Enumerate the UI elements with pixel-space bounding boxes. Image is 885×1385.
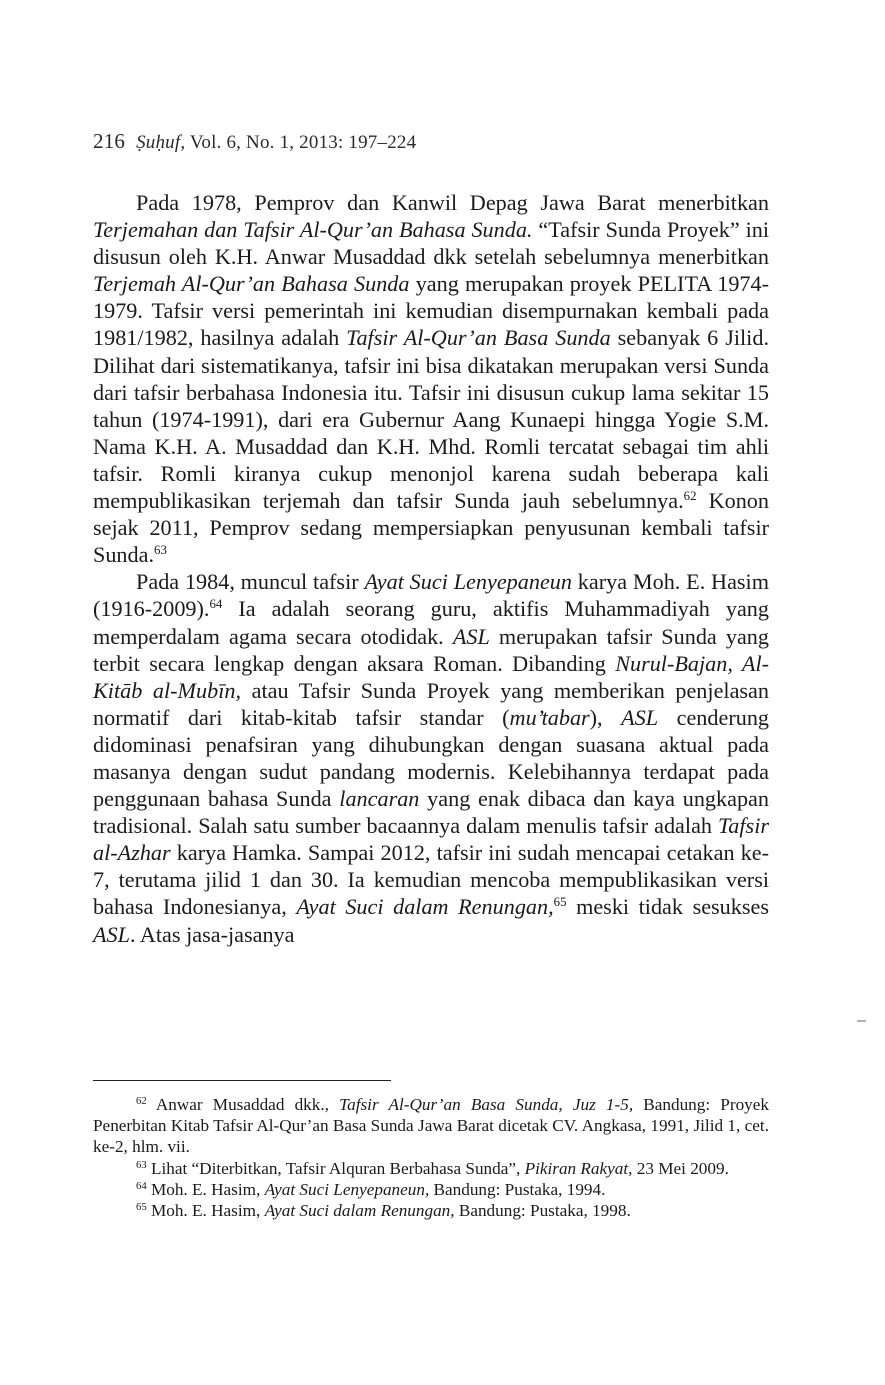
title-tafsir-al-quran-basa-sunda: Tafsir Al-Qur’an Basa Sunda [346,325,611,351]
abbrev-asl: ASL [621,704,659,730]
journal-name: Ṣuḥuf, [136,132,186,153]
text-run: Pada 1984, muncul tafsir [136,569,365,595]
paragraph-2 [93,568,769,947]
term-mutabar: mu’tabar [509,704,590,730]
text-run: karya Hamka. Sampai 2012, tafsir ini sudah mencapai cetakan ke-7, terutama jilid 1 dan 30. Ia kemudian mencoba mempublikasikan versi bahasa Indonesianya, [93,840,769,920]
title-ayat-suci-dalam-renungan: Ayat Suci dalam Renungan, [296,894,554,920]
footnote-text: Bandung: Pustaka, 1998. [454,1201,631,1221]
text-run: ), [589,704,622,730]
title-terjemah-al-quran-bahasa-sunda: Terjemah Al-Qur’an Bahasa Sunda [93,271,410,297]
title-terjemahan-dan-tafsir: Terjemahan dan Tafsir Al-Qur’an Bahasa Sunda. [93,217,533,243]
footnote-text: Bandung: Proyek Penerbitan Kitab Tafsir Al-Qur’an Basa Sunda Jawa Barat dicetak CV. Angkasa, 1991, Jilid 1, cet. ke-2, hlm. vii. [93,1095,769,1157]
footnote-text: Moh. E. Hasim, [146,1201,265,1221]
footnotes [93,1094,769,1221]
footnote-65 [93,1200,769,1221]
footnote-ref-63[interactable]: 63 [154,543,167,558]
abbrev-asl: ASL [93,921,130,947]
text-run: Konon sejak 2011, Pemprov sedang mempersiapkan penyusunan kembali tafsir Sunda. [93,488,769,568]
text-run: atau Tafsir Sunda Proyek yang memberikan penjelasan normatif dari kitab-kitab tafsir standar ( [93,677,770,730]
footnote-number: 64 [136,1180,147,1192]
footnote-title: Tafsir Al-Qur’an Basa Sunda, Juz 1-5, [339,1095,634,1114]
text-run: cenderung didominasi penafsiran yang dihubungkan dengan suasana aktual pada masanya dengan sudut pandang modernis. Kelebihannya terdapat pada penggunaan bahasa Sunda [93,704,770,812]
footnote-62 [93,1094,769,1158]
text-run: Ia adalah seorang guru, aktifis Muhammadiyah yang memperdalam agama secara otodidak. [93,596,769,649]
footnote-number: 63 [136,1159,147,1171]
text-run: meski tidak sesukses [566,894,769,920]
footnote-ref-64[interactable]: 64 [209,597,223,612]
text-run: merupakan tafsir Sunda yang terbit secara lengkap dengan aksara Roman. Dibanding [93,623,769,676]
footnote-text: Anwar Musaddad dkk., [146,1095,340,1114]
footnote-number: 62 [136,1096,147,1108]
footnote-title: Ayat Suci dalam Renungan, [264,1201,455,1221]
text-run: Pada 1978, Pemprov dan Kanwil Depag Jawa Barat menerbitkan [136,190,769,215]
text-run: . Atas jasa-jasanya [130,921,295,947]
page-number: 216 [93,129,126,153]
text-run: yang enak dibaca dan kaya ungkapan tradisional. Salah satu sumber bacaannya dalam menulis tafsir adalah [93,786,769,839]
footnote-divider [93,1080,391,1081]
footnote-ref-62[interactable]: 62 [683,489,697,504]
footnote-title: Pikiran Rakyat, [524,1158,633,1178]
title-tafsir-al-azhar: Tafsir al-Azhar [93,813,769,866]
footnote-text: Lihat “Diterbitkan, Tafsir Alquran Berbahasa Sunda”, [146,1158,525,1178]
footnote-text: 23 Mei 2009. [632,1158,729,1178]
footnote-title: Ayat Suci Lenyepaneun, [264,1179,430,1199]
running-head [93,129,416,154]
body-text [93,189,769,948]
page [93,0,769,1385]
footnote-text: Moh. E. Hasim, [146,1179,265,1199]
footnote-number: 65 [136,1202,147,1214]
footnote-64 [93,1179,769,1200]
text-run: sebanyak 6 Jilid. Dilihat dari sistematikanya, tafsir ini bisa dikatakan merupakan versi Sunda dari tafsir berbahasa Indonesia itu. Tafsir ini disusun cukup lama sekitar 15 tahun (1974-1991), dari era Gubernur Aang Kunaepi hingga Yogie S.M. Nama K.H. A. Musaddad dan K.H. Mhd. Romli tercatat sebagai tim ahli tafsir. Romli kiranya cukup menonjol karena sudah beberapa kali mempublikasikan terjemah dan tafsir Sunda jauh sebelumnya. [93,325,769,514]
footnote-63 [93,1158,769,1179]
citation: Vol. 6, No. 1, 2013: 197–224 [189,132,417,153]
text-run: karya Moh. E. Hasim (1916-2009). [93,569,769,622]
text-run: “Tafsir Sunda Proyek” ini disusun oleh K.H. Anwar Musaddad dkk setelah sebelumnya menerbitkan [93,217,770,270]
term-lancaran: lancaran [339,786,420,812]
abbrev-asl: ASL [452,623,490,649]
scan-mark [857,1020,866,1022]
title-nurul-bajan: Nurul-Bajan, Al-Kitāb al-Mubīn, [93,650,769,703]
text-run: yang merupakan proyek PELITA 1974-1979. Tafsir versi pemerintah ini kemudian disempurnakan kembali pada 1981/1982, hasilnya adalah [93,271,769,351]
title-ayat-suci-lenyepaneun: Ayat Suci Lenyepaneun [364,569,572,595]
footnote-text: Bandung: Pustaka, 1994. [429,1179,606,1199]
footnote-ref-65[interactable]: 65 [553,895,567,910]
paragraph-1 [93,189,769,568]
